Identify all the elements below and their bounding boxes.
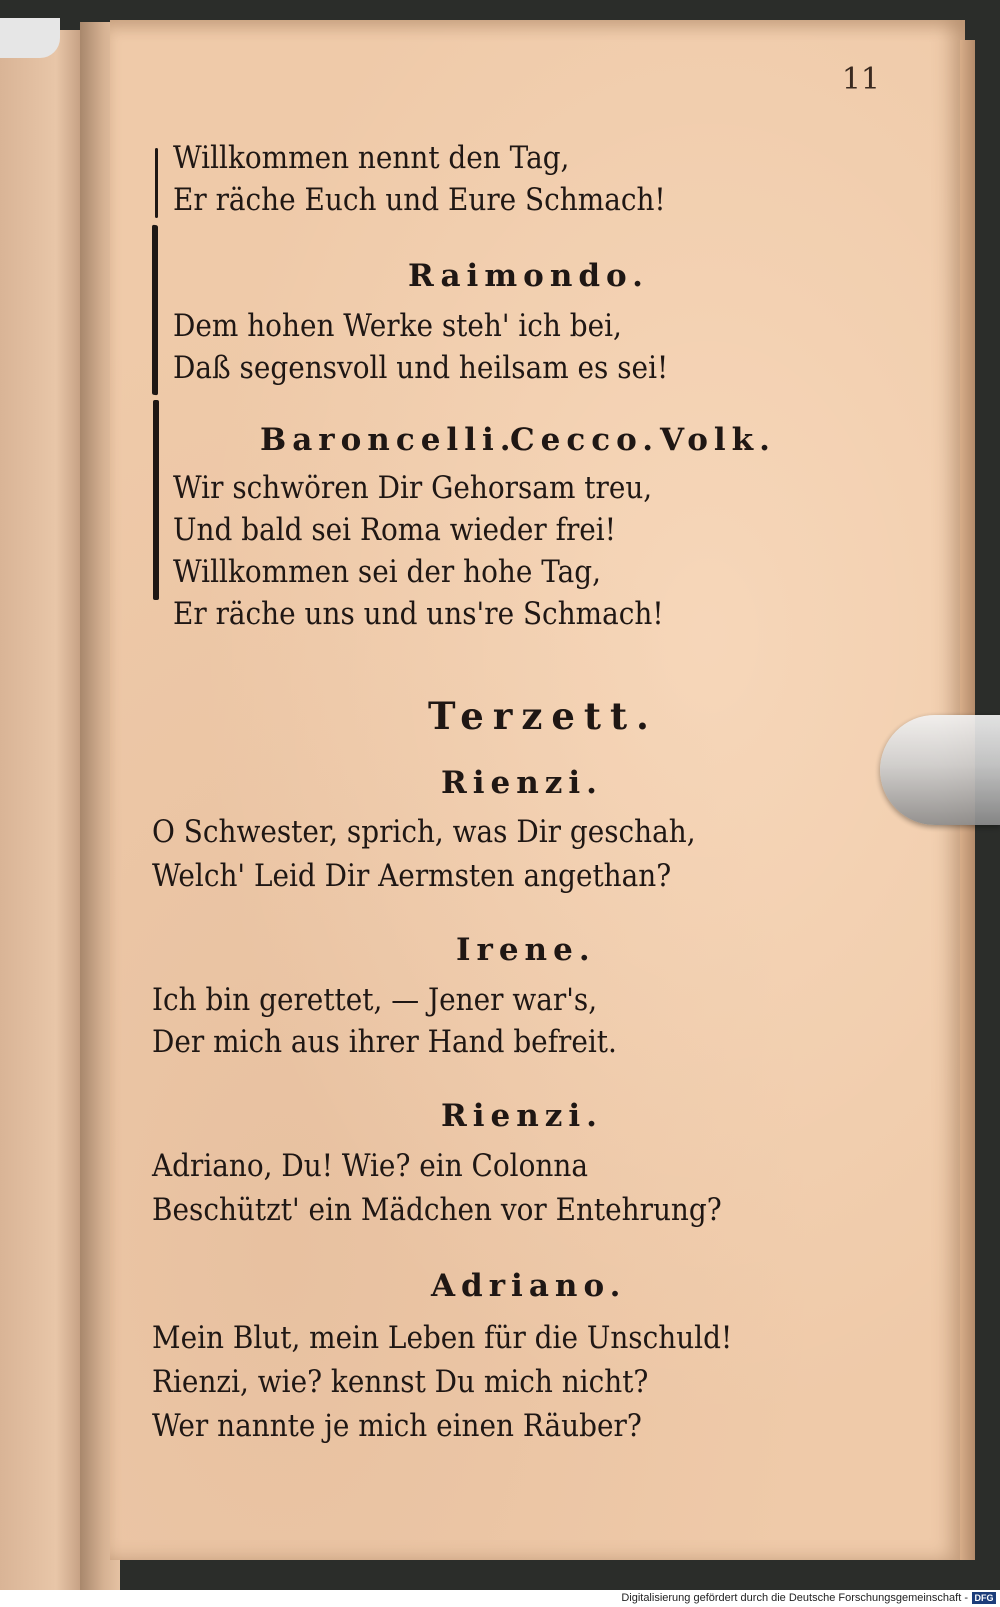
verse-line: Dem hohen Werke steh' ich bei,	[173, 308, 622, 344]
speaker-name: Raimondo.	[408, 258, 649, 294]
speaker-name: Irene.	[456, 932, 596, 968]
left-facing-page	[0, 30, 82, 1590]
speaker-name: Adriano.	[431, 1268, 627, 1304]
verse-line: Beschützt' ein Mädchen vor Entehrung?	[152, 1192, 722, 1228]
speaker-name: Baroncelli.	[260, 422, 517, 458]
verse-line: Mein Blut, mein Leben für die Unschuld!	[152, 1320, 733, 1356]
verse-line: Rienzi, wie? kennst Du mich nicht?	[152, 1364, 649, 1400]
brace-line-middle	[152, 225, 158, 396]
speaker-name: Volk.	[660, 422, 776, 458]
funding-credit: Digitalisierung gefördert durch die Deutsche Forschungsgemeinschaft -	[621, 1592, 968, 1604]
page-clip	[880, 715, 1000, 825]
verse-line: Ich bin gerettet, — Jener war's,	[152, 982, 598, 1018]
brace-line-bottom	[153, 400, 159, 600]
verse-line: Er räche Euch und Eure Schmach!	[173, 182, 666, 218]
speaker-name: Rienzi.	[441, 765, 603, 801]
verse-line: Er räche uns und uns're Schmach!	[173, 596, 664, 632]
verse-line: Willkommen sei der hohe Tag,	[173, 554, 602, 590]
section-heading: Terzett.	[428, 694, 658, 738]
dfg-logo: DFG	[972, 1592, 996, 1604]
verse-line: Und bald sei Roma wieder frei!	[173, 512, 616, 548]
verse-line: Daß segensvoll und heilsam es sei!	[173, 350, 669, 386]
verse-line: Der mich aus ihrer Hand befreit.	[152, 1024, 617, 1060]
verse-line: Willkommen nennt den Tag,	[173, 140, 570, 176]
verse-line: O Schwester, sprich, was Dir geschah,	[152, 814, 696, 850]
speaker-name: Cecco.	[510, 422, 660, 458]
verse-line: Welch' Leid Dir Aermsten angethan?	[152, 858, 672, 894]
libretto-text	[152, 0, 893, 1500]
verse-line: Wer nannte je mich einen Räuber?	[152, 1408, 642, 1444]
brace-line-top	[155, 148, 158, 218]
page-number: 11	[841, 62, 880, 97]
left-page-corner	[0, 18, 60, 58]
speaker-name: Rienzi.	[441, 1098, 603, 1134]
verse-line: Wir schwören Dir Gehorsam treu,	[173, 470, 653, 506]
verse-line: Adriano, Du! Wie? ein Colonna	[152, 1148, 588, 1184]
